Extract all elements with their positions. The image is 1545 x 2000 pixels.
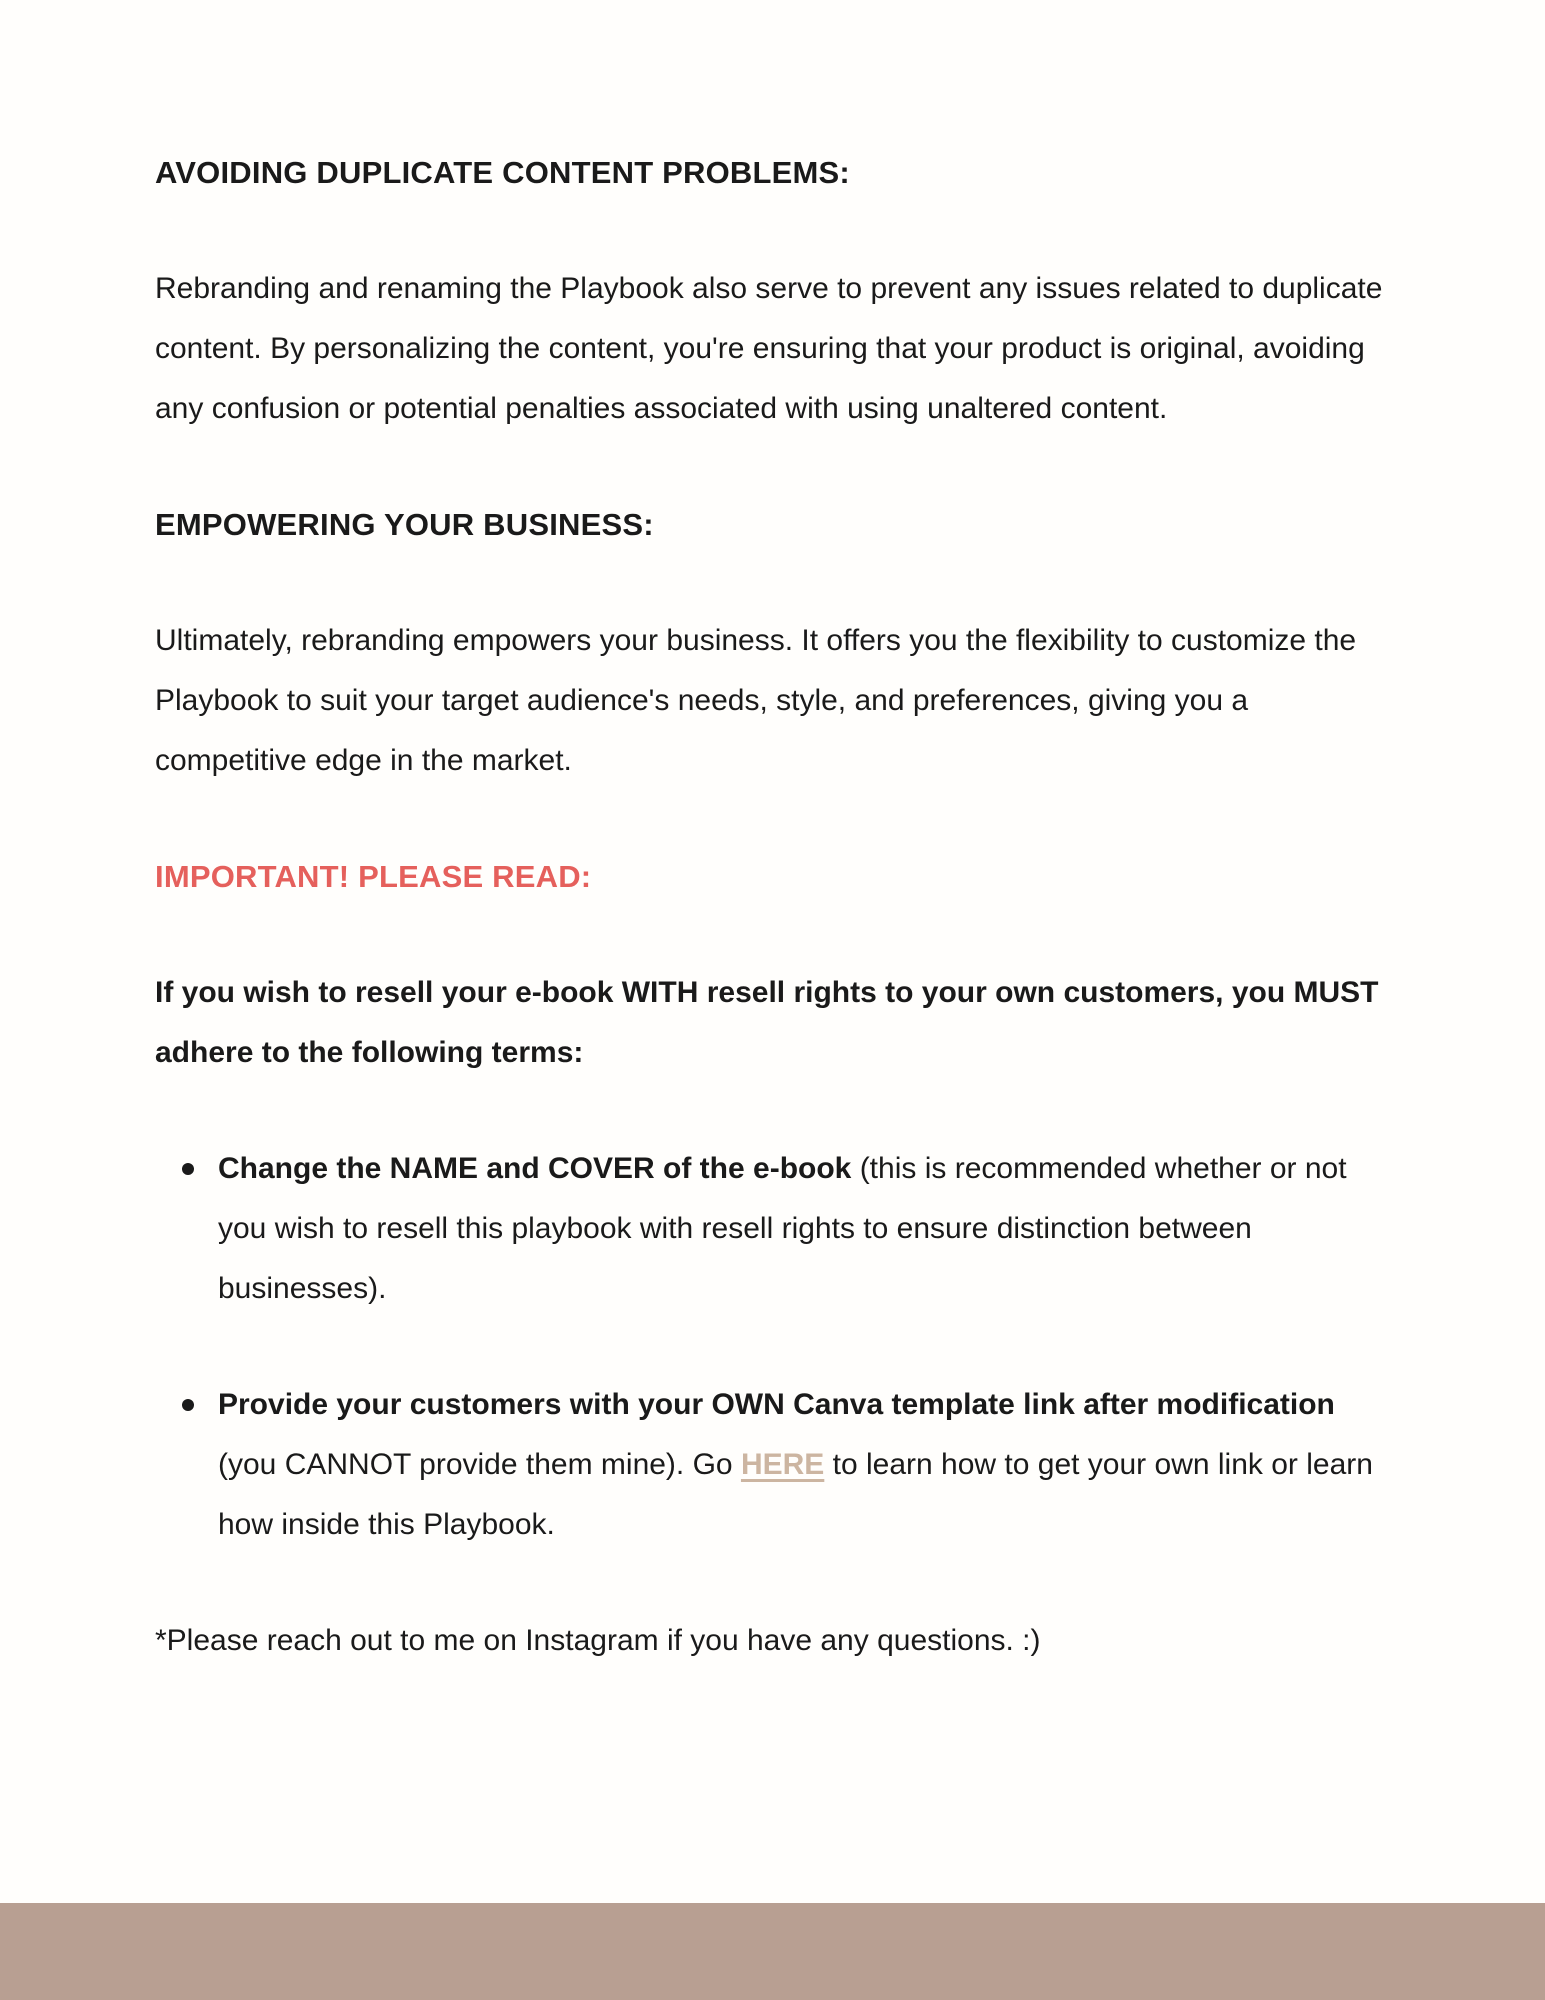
bullet-dot-icon bbox=[182, 1399, 194, 1411]
paragraph-empowering-business: Ultimately, rebranding empowers your business. It offers you the flexibility to customize the Playbook to suit your target audience's needs, style, and preferences, giving you a competitive edge in the market. bbox=[155, 624, 1357, 777]
footer-bar bbox=[0, 1903, 1545, 2000]
bullet2-mid-text: (you CANNOT provide them mine). Go bbox=[218, 1448, 741, 1481]
list-item-change-name-cover bbox=[155, 1139, 1393, 1319]
heading-important-please-read: IMPORTANT! PLEASE READ: bbox=[155, 859, 592, 894]
paragraph-duplicate-content: Rebranding and renaming the Playbook also serve to prevent any issues related to duplicate content. By personalizing the content, you're ensuring that your product is original, avoiding any confusion or potential penalties associated with using unaltered content. bbox=[155, 272, 1383, 425]
heading-avoiding-duplicate-content: AVOIDING DUPLICATE CONTENT PROBLEMS: bbox=[155, 155, 850, 190]
note-instagram-contact: *Please reach out to me on Instagram if you have any questions. :) bbox=[155, 1624, 1041, 1657]
list-item-own-canva-link bbox=[155, 1375, 1393, 1555]
bullet2-bold-text: Provide your customers with your OWN Canva template link after modification bbox=[218, 1388, 1335, 1421]
bullet2-end-text: to learn how to get your own link or learn how inside this Playbook. bbox=[218, 1448, 1373, 1541]
bullet1-rest-text: (this is recommended whether or not you wish to resell this playbook with resell rights to ensure distinction between businesses). bbox=[218, 1152, 1347, 1305]
paragraph-resell-terms-intro: If you wish to resell your e-book WITH resell rights to your own customers, you MUST adhere to the following terms: bbox=[155, 976, 1379, 1069]
bullet-dot-icon bbox=[182, 1163, 194, 1175]
heading-empowering-business: EMPOWERING YOUR BUSINESS: bbox=[155, 507, 654, 542]
terms-list bbox=[155, 1139, 1393, 1555]
here-link[interactable]: HERE bbox=[740, 1448, 825, 1481]
bullet1-bold-text: Change the NAME and COVER of the e-book bbox=[218, 1152, 852, 1185]
